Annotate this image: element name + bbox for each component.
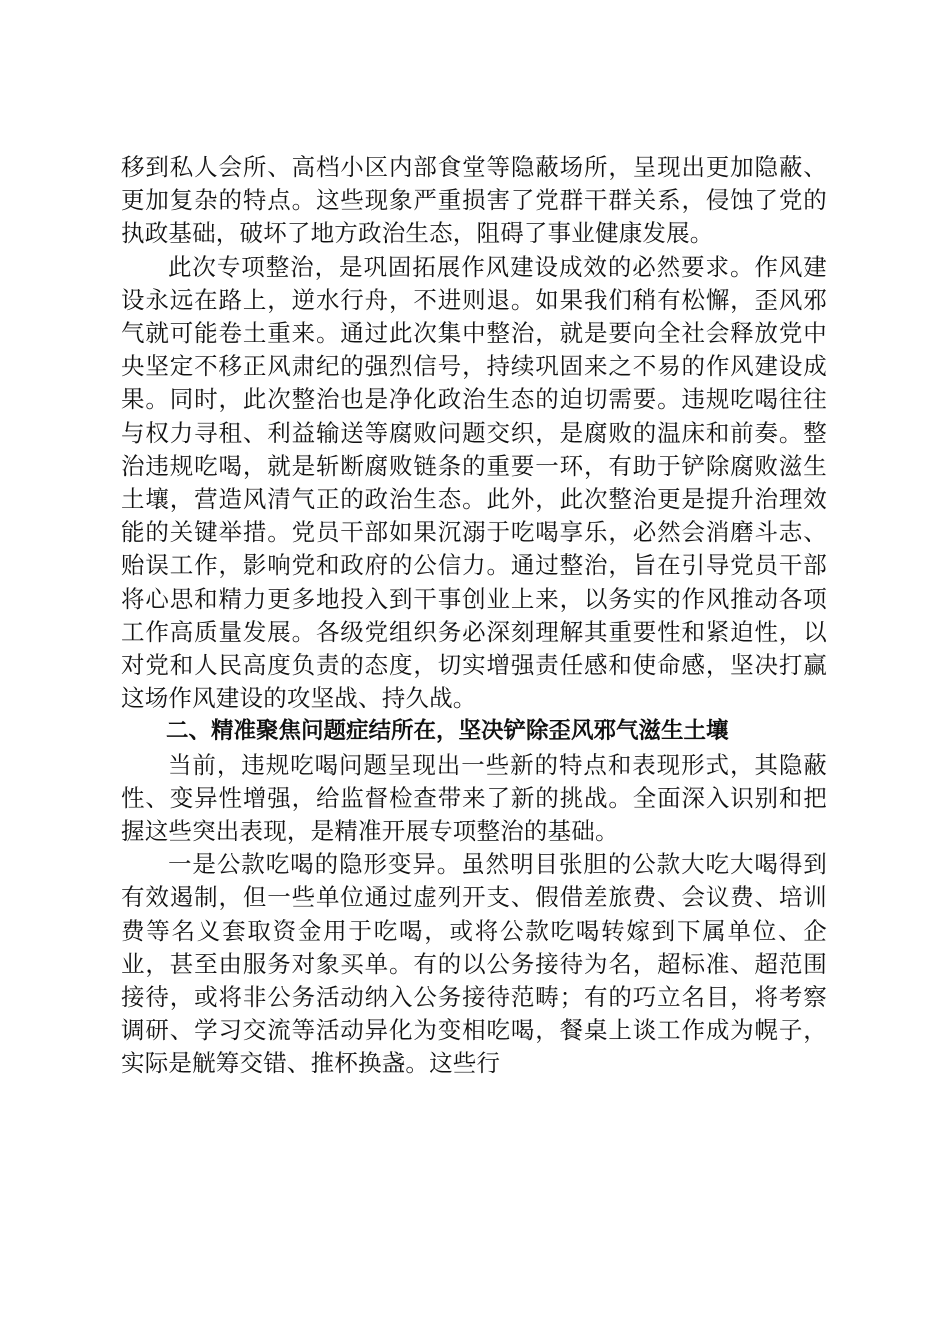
paragraph-rectification-significance: 此次专项整治，是巩固拓展作风建设成效的必然要求。作风建设永远在路上，逆水行舟，不进则退。如果我们稍有松懈，歪风邪气就可能卷土重来。通过此次集中整治，就是要向全社会释放党中央坚定不移正风肃纪的强烈信号，持续巩固来之不易的作风建设成果。同时，此次整治也是净化政治生态的迫切需要。违规吃喝往往与权力寻租、利益输送等腐败问题交织，是腐败的温床和前奏。整治违规吃喝，就是斩断腐败链条的重要一环，有助于铲除腐败滋生土壤，营造风清气正的政治生态。此外，此次整治更是提升治理效能的关键举措。党员干部如果沉溺于吃喝享乐，必然会消磨斗志、贻误工作，影响党和政府的公信力。通过整治，旨在引导党员干部将心思和精力更多地投入到干事创业上来，以务实的作风推动各项工作高质量发展。各级党组织务必深刻理解其重要性和紧迫性，以对党和人民高度负责的态度，切实增强责任感和使命感，坚决打赢这场作风建设的攻坚战、持久战。 — [121, 252, 827, 713]
section-heading-two: 二、精准聚焦问题症结所在，坚决铲除歪风邪气滋生土壤 — [166, 718, 729, 745]
paragraph-point-one: 一是公款吃喝的隐形变异。虽然明目张胆的公款大吃大喝得到有效遏制，但一些单位通过虚列开支、假借差旅费、会议费、培训费等名义套取资金用于吃喝，或将公款吃喝转嫁到下属单位、企业，甚至由服务对象买单。有的以公务接待为名，超标准、超范围接待，或将非公务活动纳入公务接待范畴；有的巧立名目，将考察调研、学习交流等活动异化为变相吃喝，餐桌上谈工作成为幌子，实际是觥筹交错、推杯换盏。这些行 — [121, 850, 827, 1078]
document-body — [121, 151, 827, 1081]
paragraph-new-characteristics: 当前，违规吃喝问题呈现出一些新的特点和表现形式，其隐蔽性、变异性增强，给监督检查带来了新的挑战。全面深入识别和把握这些突出表现，是精准开展专项整治的基础。 — [121, 750, 827, 846]
paragraph-continuation: 移到私人会所、高档小区内部食堂等隐蔽场所，呈现出更加隐蔽、更加复杂的特点。这些现象严重损害了党群干群关系，侵蚀了党的执政基础，破坏了地方政治生态，阻碍了事业健康发展。 — [121, 153, 827, 248]
